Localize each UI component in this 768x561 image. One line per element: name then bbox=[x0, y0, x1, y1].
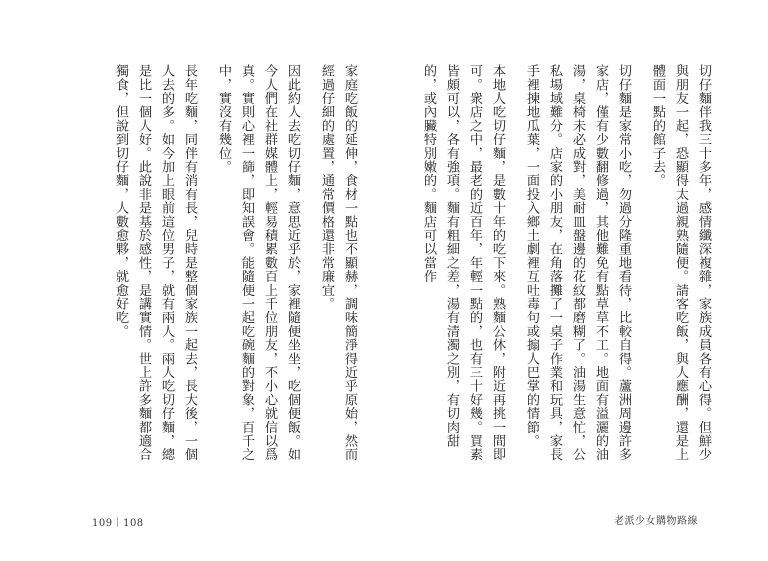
paragraph: 家庭吃飯的延伸，食材一點也不顯赫，調味簡淨得近乎原始，然而經過仔細的處置，通常價格還非常廉宜。 bbox=[319, 64, 357, 462]
page-numbers: 109｜108 bbox=[92, 518, 144, 529]
paragraph: 因此約人去吃切仔麵，意思近乎於，家裡隨便坐坐，吃個便飯。如今人們在社群媒體上，輕易積累數百上千位朋友，不小心就信以爲真。實則心裡一篩，即知誤會。能隨便一起吃碗麵的對象，百千之中，實沒有幾位。 bbox=[216, 64, 300, 462]
right-page-text bbox=[412, 64, 726, 464]
paragraph: 本地人吃切仔麵，是數十年的吃下來。熟麵公休，附近再挑一間即可。衆店之中，最老的近百年，年輕一點的，也有三十好幾。買素皆頗可以，各有強項。麵有粗細之差，湯有清濁之別，有切肉甜的，或內臟特別嫩的。麵店可以當作 bbox=[421, 64, 505, 462]
running-book-title: 老派少女購物路線 bbox=[614, 516, 698, 527]
paragraph: 切仔麵伴我三十多年，感情纖深複雜，家族成員各有心得。但鮮少與朋友一起，恐顯得太過親熟隨便。請客吃飯，與人應酬，還是上體面一點的館子去。 bbox=[650, 64, 711, 462]
left-page-text bbox=[88, 64, 372, 464]
paragraph: 切仔麵是家常小吃，勿過分隆重地看待，比較自得。蘆洲周邊許多家店，僅有少數翻修過，其他難免有點草草不工。地面有溢灑的油湯，桌椅未必成對，美耐皿盤邊的花紋都磨糊了。油湯生意忙，公私場域難分。店家的小朋友，在角落攤了一桌子作業和玩具，家長手裡揀地瓜葉，一面投入鄉土劇裡互吐毒句或搧人巴掌的情節。 bbox=[524, 64, 631, 462]
right-page bbox=[384, 0, 768, 561]
paragraph: 長年吃麵，同伴有消有長，兒時是整個家族一起去，長大後，一個人去的多。如今加上眼前這位男子，就有兩人。兩人吃切仔麵，總是比一個人好。此說非是基於感性，是講實情。世上許多麵都適合獨食，但說到切仔麵，人數愈夥，就愈好吃。 bbox=[113, 64, 197, 462]
